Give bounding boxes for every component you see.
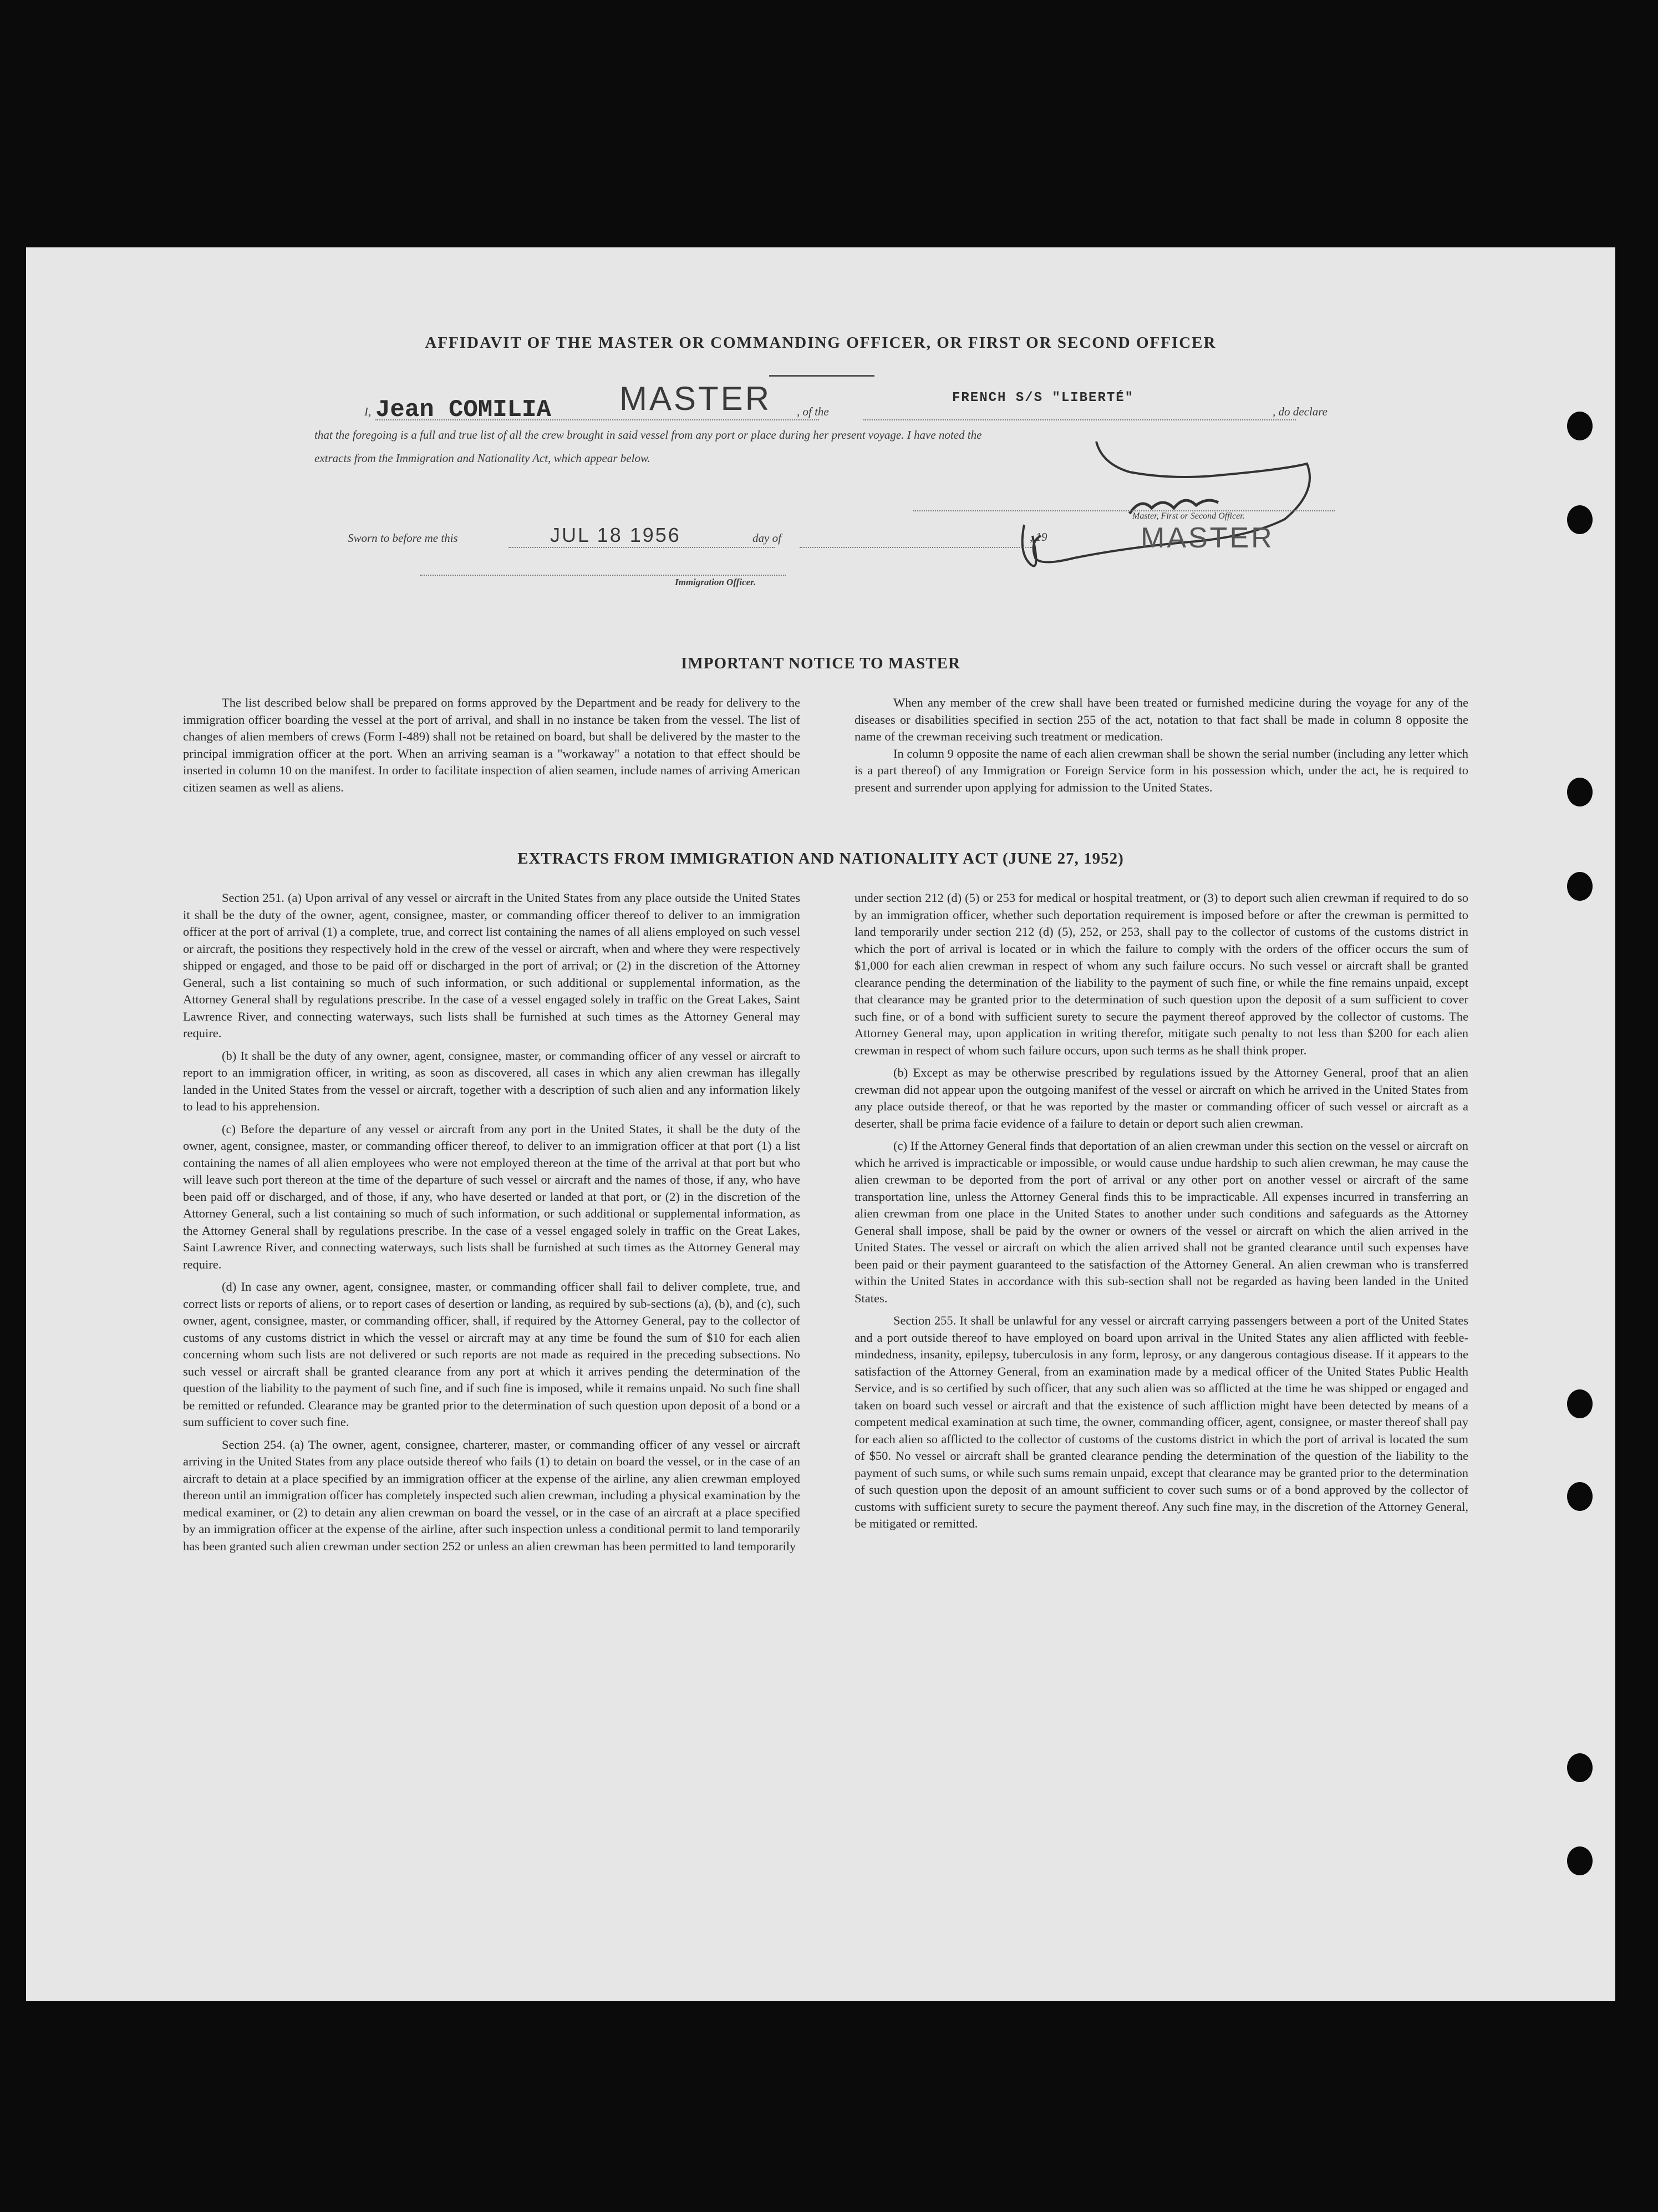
- title-rule: [769, 375, 874, 377]
- immigration-officer-label: Immigration Officer.: [675, 577, 756, 587]
- binder-hole: [1567, 412, 1593, 440]
- declaration-line-2: extracts from the Immigration and Nationality Act, which appear below.: [314, 451, 650, 465]
- binder-hole: [1567, 1482, 1593, 1511]
- binder-hole: [1567, 1753, 1593, 1782]
- binder-hole: [1567, 1846, 1593, 1875]
- master-name: Jean COMILIA: [375, 396, 551, 424]
- label-day-of: day of: [752, 531, 781, 545]
- notice-right-text-1: When any member of the crew shall have been treated or furnished medicine during the voyage for any of the diseases or disabilities specified in section 255 of the act, notation to that fact shall be made in column 8 opposite the name of the crewman receiving such treatment or medication.: [855, 696, 1468, 743]
- label-do-declare: , do declare: [1273, 405, 1328, 418]
- section-255: Section 255. It shall be unlawful for any vessel or aircraft carrying passengers between a port of the United States and a port outside thereof to have employed on board upon arrival in the United States any alien afflicted with feeble-mindedness, insanity, epilepsy, tuberculosis in any form, leprosy, or any dangerous contagious disease. If it appears to the satisfaction of the Attorney General, from an examination made by a medical officer of the United States Public Health Service, and is so certified by such officer, that any such alien was so afflicted at the time he was shipped or engaged and taken on board such vessel or aircraft and that the existence of such affliction might have been detected by means of a competent medical examination at such time, the owner, commanding officer, agent, consignee, or master thereof shall pay for each alien so afflicted to the collector of customs of the customs district in which the port of arrival is located the sum of $50. No vessel or aircraft shall be granted clearance pending the determination of the question of the liability to the payment of such sums, or while such sums remain unpaid, except that clearance may be granted prior to the determination of such question upon the deposit of an amount sufficient to cover such sums or of a bond approved by the collector of customs with sufficient surety to secure the payment thereof. Any such fine may, in the discretion of the Attorney General, be mitigated or remitted.: [855, 1313, 1468, 1530]
- section-254a: Section 254. (a) The owner, agent, consignee, charterer, master, or commanding officer of any vessel or aircraft arriving in the United States from any place outside thereof who fails (1) to detain on board the vessel, or in the case of an aircraft to detain at a place specified by an immigration officer at the expense of the airline, any alien crewman employed thereon until an immigration officer has completely inspected such alien crewman, including a physical examination by the medical examiner, or (2) to detain any alien crewman on board the vessel, or in the case of an aircraft at a place specified by an immigration officer at the expense of the airline, after such inspection unless a conditional permit to land temporarily has been granted such alien crewman under section 252 or unless an alien crewman has been permitted to land temporarily: [183, 1437, 800, 1553]
- notice-title: IMPORTANT NOTICE TO MASTER: [681, 655, 960, 672]
- extracts-right-column: [855, 890, 1468, 1538]
- section-251c: (c) Before the departure of any vessel or aircraft from any port in the United States, it shall be the duty of the owner, agent, consignee, master, or commanding officer thereof, to deliver to an immigration officer at that port (1) a list containing the names of all alien employees who were not employed thereon at the time of the arrival at that port but who will leave such port thereon at the time of the departure of such vessel or aircraft and the names of those, if any, who have been paid off or discharged, and of those, if any, who have deserted or landed at that port, or (2) in the discretion of the Attorney General, such a list containing so much of such information, or such additional or supplemental information, as the Attorney General shall by regulations prescribe. In the case of a vessel engaged solely in traffic on the Great Lakes, Saint Lawrence River, and connecting waterways, such lists shall be furnished at such times as the Attorney General may require.: [183, 1122, 800, 1271]
- label-year: , 19: [1030, 530, 1047, 544]
- binder-hole: [1567, 778, 1593, 806]
- notice-left-text: The list described below shall be prepared on forms approved by the Department and be ready for delivery to the immigration officer boarding the vessel at the port of arrival, and shall in no instance be taken from the vessel. The list of changes of alien members of crews (Form I-489) shall not be retained on board, but shall be delivered by the master to the principal immigration officer at the port. When an arriving seaman is a "workaway" a notation to that effect should be inserted in column 10 on the manifest. In order to facilitate inspection of alien seamen, include names of arriving American citizen seamen as well as aliens.: [183, 696, 800, 794]
- section-251d: (d) In case any owner, agent, consignee, master, or commanding officer shall fail to deliver complete, true, and correct lists or reports of aliens, or to report cases of desertion or landing, as required by sub-sections (a), (b), and (c), such owner, agent, consignee, master, or commanding officer, shall, if required by the Attorney General, pay to the collector of customs of any customs district in which the vessel or aircraft may at any time be found the sum of $10 for each alien concerning whom such lists are not delivered or such reports are not made as required in the preceding subsections. No such vessel or aircraft shall be granted clearance from any port at which it arrives pending the determination of the question of the liability to the payment of such fine, and if such fine is imposed, while it remains unpaid. No such fine shall be remitted or refunded. Clearance may be granted prior to the determination of such question upon deposit of a bond or a sum sufficient to cover such fine.: [183, 1280, 800, 1429]
- label-i: I,: [364, 405, 372, 418]
- section-251a: Section 251. (a) Upon arrival of any vessel or aircraft in the United States from any place outside the United States it shall be the duty of the owner, agent, consignee, master, or commanding officer thereof to deliver to an immigration officer at the port of arrival (1) a complete, true, and correct list containing the names of all aliens employed on such vessel or aircraft, the positions they respectively hold in the crew of the vessel or aircraft, when and where they were respectively shipped or engaged, and those to be paid off or discharged in the port of arrival; or (2) in the discretion of the Attorney General, such a list containing so much of such information, or such additional or supplemental information, as the Attorney General shall by regulations prescribe. In the case of a vessel engaged solely in traffic on the Great Lakes, Saint Lawrence River, and connecting waterways, such lists shall be furnished at such times as the Attorney General may require.: [183, 891, 800, 1040]
- affidavit-title: AFFIDAVIT OF THE MASTER OR COMMANDING OFFICER, OR FIRST OR SECOND OFFICER: [425, 334, 1217, 352]
- rank-stamp: MASTER: [619, 380, 772, 417]
- section-251b: (b) It shall be the duty of any owner, agent, consignee, master, or commanding officer of any vessel or aircraft to report to an immigration officer, in writing, as soon as discovered, all cases in which any alien crewman has illegally landed in the United States from the vessel or aircraft, together with a description of such alien and any information likely to lead to his apprehension.: [183, 1048, 800, 1113]
- label-of-the: , of the: [797, 405, 829, 418]
- notice-right: [855, 694, 1468, 801]
- section-254b: (b) Except as may be otherwise prescribed by regulations issued by the Attorney General, proof that an alien crewman did not appear upon the outgoing manifest of the vessel or aircraft on which he arrived in the United States from any place outside thereof, or that he was reported by the master or commanding officer of such vessel or aircraft as a deserter, shall be prima facie evidence of a failure to detain or deport such alien crewman.: [855, 1066, 1468, 1130]
- extracts-title: EXTRACTS FROM IMMIGRATION AND NATIONALITY ACT (JUNE 27, 1952): [517, 850, 1124, 867]
- section-254a-cont: under section 212 (d) (5) or 253 for medical or hospital treatment, or (3) to deport such alien crewman if required to do so by an immigration officer, whether such deportation requirement is imposed before or after the crewman is permitted to land temporarily under section 212 (d) (5), 252, or 253, shall pay to the collector of customs of the customs district in which the port of arrival is located or in which the failure to comply with the orders of the officer occurs the sum of $1,000 for each alien crewman in respect of whom any such failure occurs. No such vessel or aircraft shall be granted clearance pending the determination of the liability to the payment of such fine, or while the fine remains unpaid, except that clearance may be granted prior to the determination of such question upon the deposit of a sum sufficient to cover such fine, or of a bond with sufficient surety to secure the payment thereof approved by the collector of customs. The Attorney General may, upon application in writing therefor, mitigate such penalty to not less than $200 for each alien crewman in respect of whom such failure occurs, upon such terms as he shall think proper.: [855, 891, 1468, 1057]
- binder-hole: [1567, 505, 1593, 534]
- master-stamp: MASTER: [1141, 522, 1274, 554]
- master-signature-label: Master, First or Second Officer.: [1132, 511, 1245, 521]
- label-sworn: Sworn to before me this: [348, 531, 458, 545]
- section-254c: (c) If the Attorney General finds that deportation of an alien crewman under this section on the vessel or aircraft on which he arrived is impracticable or impossible, or would cause undue hardship to such alien crewman, he may cause the alien crewman to be deported from the port of arrival or any other port on another vessel or aircraft of the same transportation line, unless the Attorney General finds this to be impracticable. All expenses incurred in transferring an alien crewman from one place in the United States to another under such conditions and safeguards as the Attorney General shall impose, shall be paid by the owner or owners of the vessel or aircraft on which the alien arrived in the United States. The vessel or aircraft on which the alien arrived shall not be granted clearance until such expenses have been paid or their payment guaranteed to the satisfaction of the Attorney General. An alien crewman who is transferred within the United States in accordance with this sub-section shall not be regarded as having been landed in the United States.: [855, 1139, 1468, 1305]
- notice-right-text-2: In column 9 opposite the name of each alien crewman shall be shown the serial number (including any letter which is a part thereof) of any Immigration or Foreign Service form in his possession which, under the act, he is required to present and surrender upon applying for admission to the United States.: [855, 746, 1468, 794]
- sworn-date: JUL 18 1956: [550, 524, 681, 546]
- extracts-left-column: [183, 890, 800, 1560]
- declaration-line: that the foregoing is a full and true list of all the crew brought in said vessel from any port or place during her present voyage. I have noted the: [314, 428, 982, 442]
- notice-left: [183, 694, 800, 801]
- binder-hole: [1567, 1389, 1593, 1418]
- vessel-name: FRENCH S/S "LIBERTÉ": [952, 390, 1135, 405]
- document-page: [26, 247, 1615, 2001]
- binder-hole: [1567, 872, 1593, 901]
